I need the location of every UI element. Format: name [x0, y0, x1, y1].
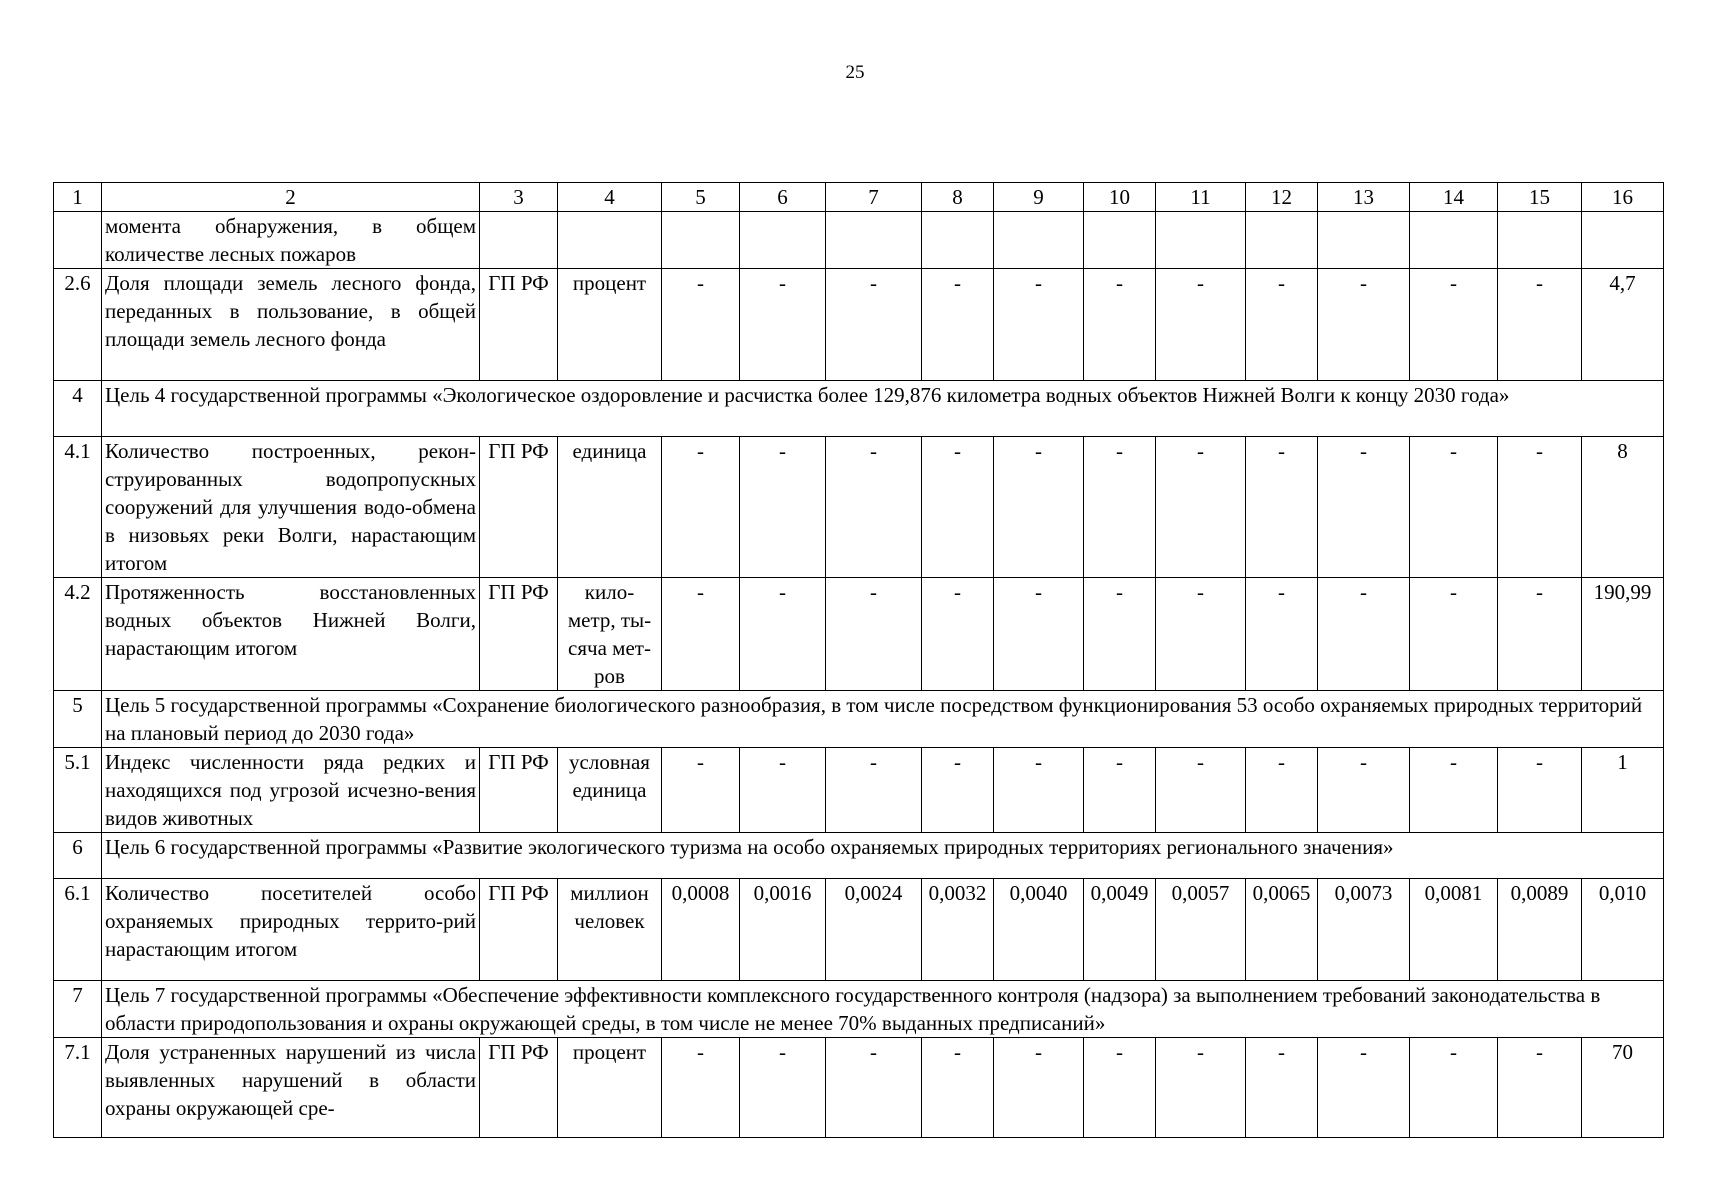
- year-value: [740, 212, 826, 269]
- year-value: -: [1246, 578, 1318, 691]
- indicator-row: [54, 437, 1664, 578]
- year-value: -: [740, 437, 826, 578]
- header-cell: 15: [1498, 183, 1582, 212]
- indicator-source: ГП РФ: [480, 269, 558, 381]
- year-value: [1318, 212, 1410, 269]
- year-value: -: [662, 1038, 740, 1138]
- indicator-row: [54, 879, 1664, 981]
- target-value: 70: [1582, 1038, 1664, 1138]
- indicator-source: ГП РФ: [480, 879, 558, 981]
- target-value: 4,7: [1582, 269, 1664, 381]
- year-value: -: [1246, 269, 1318, 381]
- indicator-unit: процент: [558, 1038, 662, 1138]
- year-value: -: [1498, 748, 1582, 833]
- year-value: [994, 212, 1084, 269]
- year-value: [662, 212, 740, 269]
- indicator-source: ГП РФ: [480, 748, 558, 833]
- year-value: -: [994, 437, 1084, 578]
- indicators-table: [53, 182, 1664, 1138]
- year-value: [1498, 212, 1582, 269]
- year-value: -: [1498, 269, 1582, 381]
- indicator-name: Количество построенных, рекон-струированных водопропускных сооружений для улучшения водо-обмена в низовьях реки Волги, нарастающим итогом: [102, 437, 480, 578]
- year-value: -: [922, 748, 994, 833]
- year-value: -: [826, 578, 922, 691]
- year-value: 0,0081: [1410, 879, 1498, 981]
- year-value: 0,0008: [662, 879, 740, 981]
- year-value: -: [662, 269, 740, 381]
- indicator-unit: процент: [558, 269, 662, 381]
- year-value: -: [826, 748, 922, 833]
- indicator-name: Доля площади земель лесного фонда, переданных в пользование, в общей площади земель лесного фонда: [102, 269, 480, 381]
- row-number: 7.1: [54, 1038, 102, 1138]
- year-value: 0,0065: [1246, 879, 1318, 981]
- year-value: -: [1318, 578, 1410, 691]
- goal-text: Цель 5 государственной программы «Сохранение биологического разнообразия, в том числе посредством функционирования 53 особо охраняемых природных территорий на плановый период до 2030 года»: [102, 691, 1664, 748]
- header-cell: 12: [1246, 183, 1318, 212]
- year-value: 0,0016: [740, 879, 826, 981]
- indicator-row: [54, 578, 1664, 691]
- year-value: -: [1246, 1038, 1318, 1138]
- year-value: 0,0073: [1318, 879, 1410, 981]
- header-cell: 13: [1318, 183, 1410, 212]
- goal-text: Цель 7 государственной программы «Обеспечение эффективности комплексного государственного контроля (надзора) за выполнением требований законодательства в области природопользования и охраны окружающей среды, в том числе не менее 70% выданных предписаний»: [102, 981, 1664, 1038]
- goal-row: [54, 691, 1664, 748]
- year-value: -: [1498, 437, 1582, 578]
- header-cell: 10: [1084, 183, 1156, 212]
- row-number: 4: [54, 381, 102, 437]
- header-cell: 5: [662, 183, 740, 212]
- header-cell: 16: [1582, 183, 1664, 212]
- goal-row: [54, 981, 1664, 1038]
- target-value: 190,99: [1582, 578, 1664, 691]
- year-value: -: [662, 437, 740, 578]
- row-number: 7: [54, 981, 102, 1038]
- indicator-unit: условная единица: [558, 748, 662, 833]
- header-cell: 2: [102, 183, 480, 212]
- row-number: 4.2: [54, 578, 102, 691]
- target-value: 1: [1582, 748, 1664, 833]
- row-number: 4.1: [54, 437, 102, 578]
- indicator-source: ГП РФ: [480, 1038, 558, 1138]
- row-number: 6.1: [54, 879, 102, 981]
- year-value: -: [1156, 748, 1246, 833]
- target-value: 0,010: [1582, 879, 1664, 981]
- indicator-unit: кило-метр, ты-сяча мет-ров: [558, 578, 662, 691]
- header-cell: 8: [922, 183, 994, 212]
- year-value: -: [1156, 437, 1246, 578]
- goal-text: Цель 4 государственной программы «Экологическое оздоровление и расчистка более 129,876 километра водных объектов Нижней Волги к концу 2030 года»: [102, 381, 1664, 437]
- year-value: -: [922, 437, 994, 578]
- year-value: -: [1084, 578, 1156, 691]
- year-value: -: [740, 748, 826, 833]
- indicator-row: [54, 1038, 1664, 1138]
- year-value: -: [1318, 1038, 1410, 1138]
- year-value: 0,0057: [1156, 879, 1246, 981]
- year-value: -: [994, 1038, 1084, 1138]
- indicator-source: [480, 212, 558, 269]
- year-value: -: [1156, 269, 1246, 381]
- year-value: [1084, 212, 1156, 269]
- indicator-row: [54, 212, 1664, 269]
- header-cell: 14: [1410, 183, 1498, 212]
- row-number: 2.6: [54, 269, 102, 381]
- goal-row: [54, 381, 1664, 437]
- year-value: 0,0032: [922, 879, 994, 981]
- indicator-name: момента обнаружения, в общем количестве лесных пожаров: [102, 212, 480, 269]
- row-number: 5.1: [54, 748, 102, 833]
- indicator-unit: единица: [558, 437, 662, 578]
- header-cell: 7: [826, 183, 922, 212]
- year-value: [1156, 212, 1246, 269]
- year-value: -: [1498, 578, 1582, 691]
- year-value: -: [1318, 437, 1410, 578]
- year-value: -: [662, 578, 740, 691]
- year-value: [1246, 212, 1318, 269]
- year-value: -: [1084, 269, 1156, 381]
- year-value: -: [826, 269, 922, 381]
- year-value: -: [1246, 437, 1318, 578]
- year-value: 0,0089: [1498, 879, 1582, 981]
- year-value: -: [922, 578, 994, 691]
- year-value: -: [1410, 437, 1498, 578]
- year-value: -: [1410, 748, 1498, 833]
- year-value: -: [826, 1038, 922, 1138]
- year-value: -: [1318, 748, 1410, 833]
- indicator-unit: миллион человек: [558, 879, 662, 981]
- header-cell: 9: [994, 183, 1084, 212]
- year-value: -: [740, 578, 826, 691]
- year-value: -: [1084, 437, 1156, 578]
- goal-row: [54, 833, 1664, 879]
- indicator-source: ГП РФ: [480, 437, 558, 578]
- row-number: 5: [54, 691, 102, 748]
- year-value: -: [1246, 748, 1318, 833]
- header-row: [54, 183, 1664, 212]
- year-value: -: [740, 269, 826, 381]
- header-cell: 3: [480, 183, 558, 212]
- year-value: 0,0040: [994, 879, 1084, 981]
- year-value: -: [1410, 578, 1498, 691]
- indicator-row: [54, 748, 1664, 833]
- row-number: 6: [54, 833, 102, 879]
- header-cell: 4: [558, 183, 662, 212]
- year-value: [1410, 212, 1498, 269]
- indicator-name: Количество посетителей особо охраняемых природных террито-рий нарастающим итогом: [102, 879, 480, 981]
- year-value: 0,0024: [826, 879, 922, 981]
- year-value: -: [1498, 1038, 1582, 1138]
- row-number: [54, 212, 102, 269]
- year-value: [826, 212, 922, 269]
- year-value: -: [662, 748, 740, 833]
- year-value: -: [1410, 269, 1498, 381]
- year-value: -: [1318, 269, 1410, 381]
- table-body: [54, 183, 1664, 1138]
- year-value: 0,0049: [1084, 879, 1156, 981]
- year-value: -: [1156, 578, 1246, 691]
- indicator-unit: [558, 212, 662, 269]
- year-value: -: [994, 748, 1084, 833]
- target-value: 8: [1582, 437, 1664, 578]
- goal-text: Цель 6 государственной программы «Развитие экологического туризма на особо охраняемых природных территориях регионального значения»: [102, 833, 1664, 879]
- year-value: -: [994, 269, 1084, 381]
- header-cell: 11: [1156, 183, 1246, 212]
- indicator-name: Индекс численности ряда редких и находящихся под угрозой исчезно-вения видов животных: [102, 748, 480, 833]
- year-value: -: [1156, 1038, 1246, 1138]
- year-value: -: [994, 578, 1084, 691]
- header-cell: 6: [740, 183, 826, 212]
- header-cell: 1: [54, 183, 102, 212]
- indicator-row: [54, 269, 1664, 381]
- indicator-name: Протяженность восстановленных водных объектов Нижней Волги, нарастающим итогом: [102, 578, 480, 691]
- year-value: -: [1084, 748, 1156, 833]
- year-value: -: [1410, 1038, 1498, 1138]
- year-value: -: [740, 1038, 826, 1138]
- indicator-source: ГП РФ: [480, 578, 558, 691]
- year-value: -: [922, 269, 994, 381]
- target-value: [1582, 212, 1664, 269]
- page-number: 25: [845, 62, 865, 83]
- year-value: -: [826, 437, 922, 578]
- year-value: [922, 212, 994, 269]
- year-value: -: [1084, 1038, 1156, 1138]
- year-value: -: [922, 1038, 994, 1138]
- indicator-name: Доля устраненных нарушений из числа выявленных нарушений в области охраны окружающей сре-: [102, 1038, 480, 1138]
